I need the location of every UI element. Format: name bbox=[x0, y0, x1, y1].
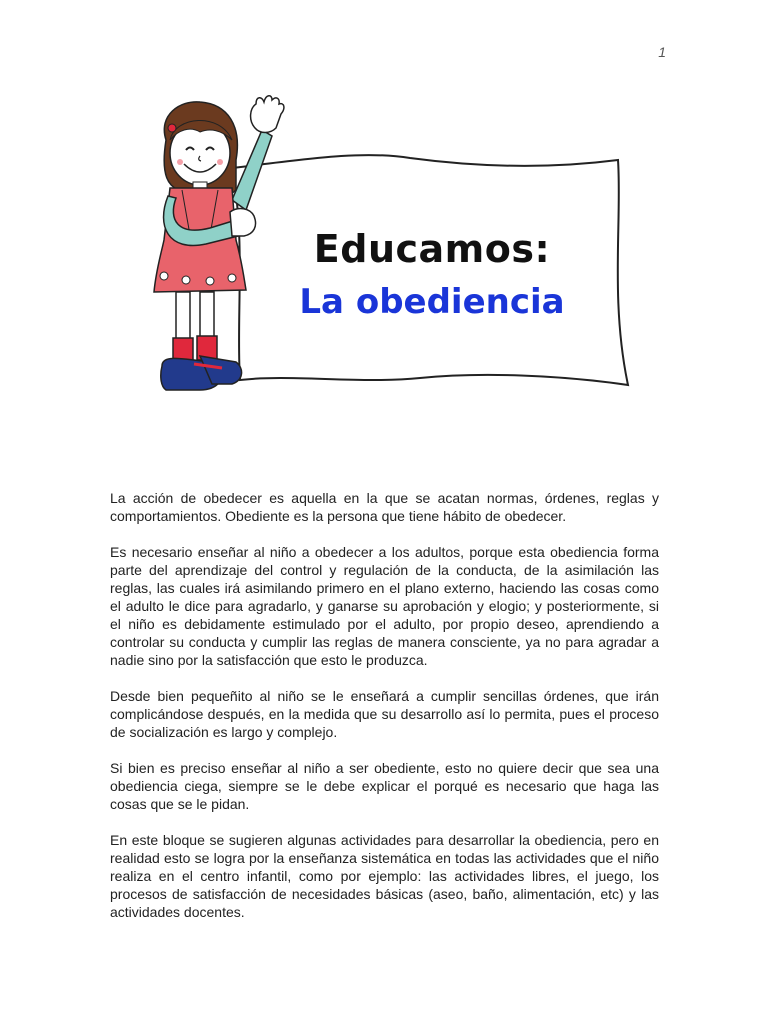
paragraph: La acción de obedecer es aquella en la que se acatan normas, órdenes, reglas y comportamientos. Obediente es la persona que tiene hábito de obedecer. bbox=[110, 490, 659, 524]
banner-subtitle: La obediencia bbox=[299, 282, 565, 322]
banner-title: Educamos: bbox=[313, 227, 551, 271]
paragraph: En este bloque se sugieren algunas actividades para desarrollar la obediencia, pero en realidad esto se logra por la enseñanza sistemática en todas las actividades que el niño realiza en el centro infantil, como por ejemplo: las actividades libres, el juego, los procesos de satisfacción de necesidades básicas (aseo, baño, alimentación, etc) y las actividades docentes. bbox=[110, 832, 659, 920]
left-leg bbox=[176, 292, 190, 342]
body-text bbox=[110, 489, 659, 939]
holding-hand-icon bbox=[230, 209, 256, 236]
right-leg bbox=[200, 292, 214, 340]
paragraph: Es necesario enseñar al niño a obedecer a los adultos, porque esta obediencia forma parte del aprendizaje del control y regulación de la conducta, de la asimilación las reglas, las cuales irá asimilando primero en el plano externo, haciendo las cosas como el adulto le dice para agradarlo, y ganarse su aprobación y elogio; y posteriormente, si el niño es debidamente estimulado por el adulto, por propio deseo, aprendiendo a controlar su conducta y cumplir las reglas de manera consciente, ya no para agradar a nadie sino por la satisfacción que esto le produzca. bbox=[110, 544, 659, 668]
paragraph: Si bien es preciso enseñar al niño a ser obediente, esto no quiere decir que sea una obediencia ciega, siempre se le debe explicar el porqué es necesario que haga las cosas que se le pidan. bbox=[110, 760, 659, 812]
raised-hand-icon bbox=[251, 96, 284, 133]
banner-heading bbox=[282, 226, 582, 328]
paragraph: Desde bien pequeñito al niño se le enseñará a cumplir sencillas órdenes, que irán complicándose después, en la medida que su desarrollo así lo permita, pues el proceso de socialización es largo y complejo. bbox=[110, 688, 659, 740]
page-number: 1 bbox=[658, 44, 666, 60]
hair-flower-icon bbox=[168, 124, 176, 132]
